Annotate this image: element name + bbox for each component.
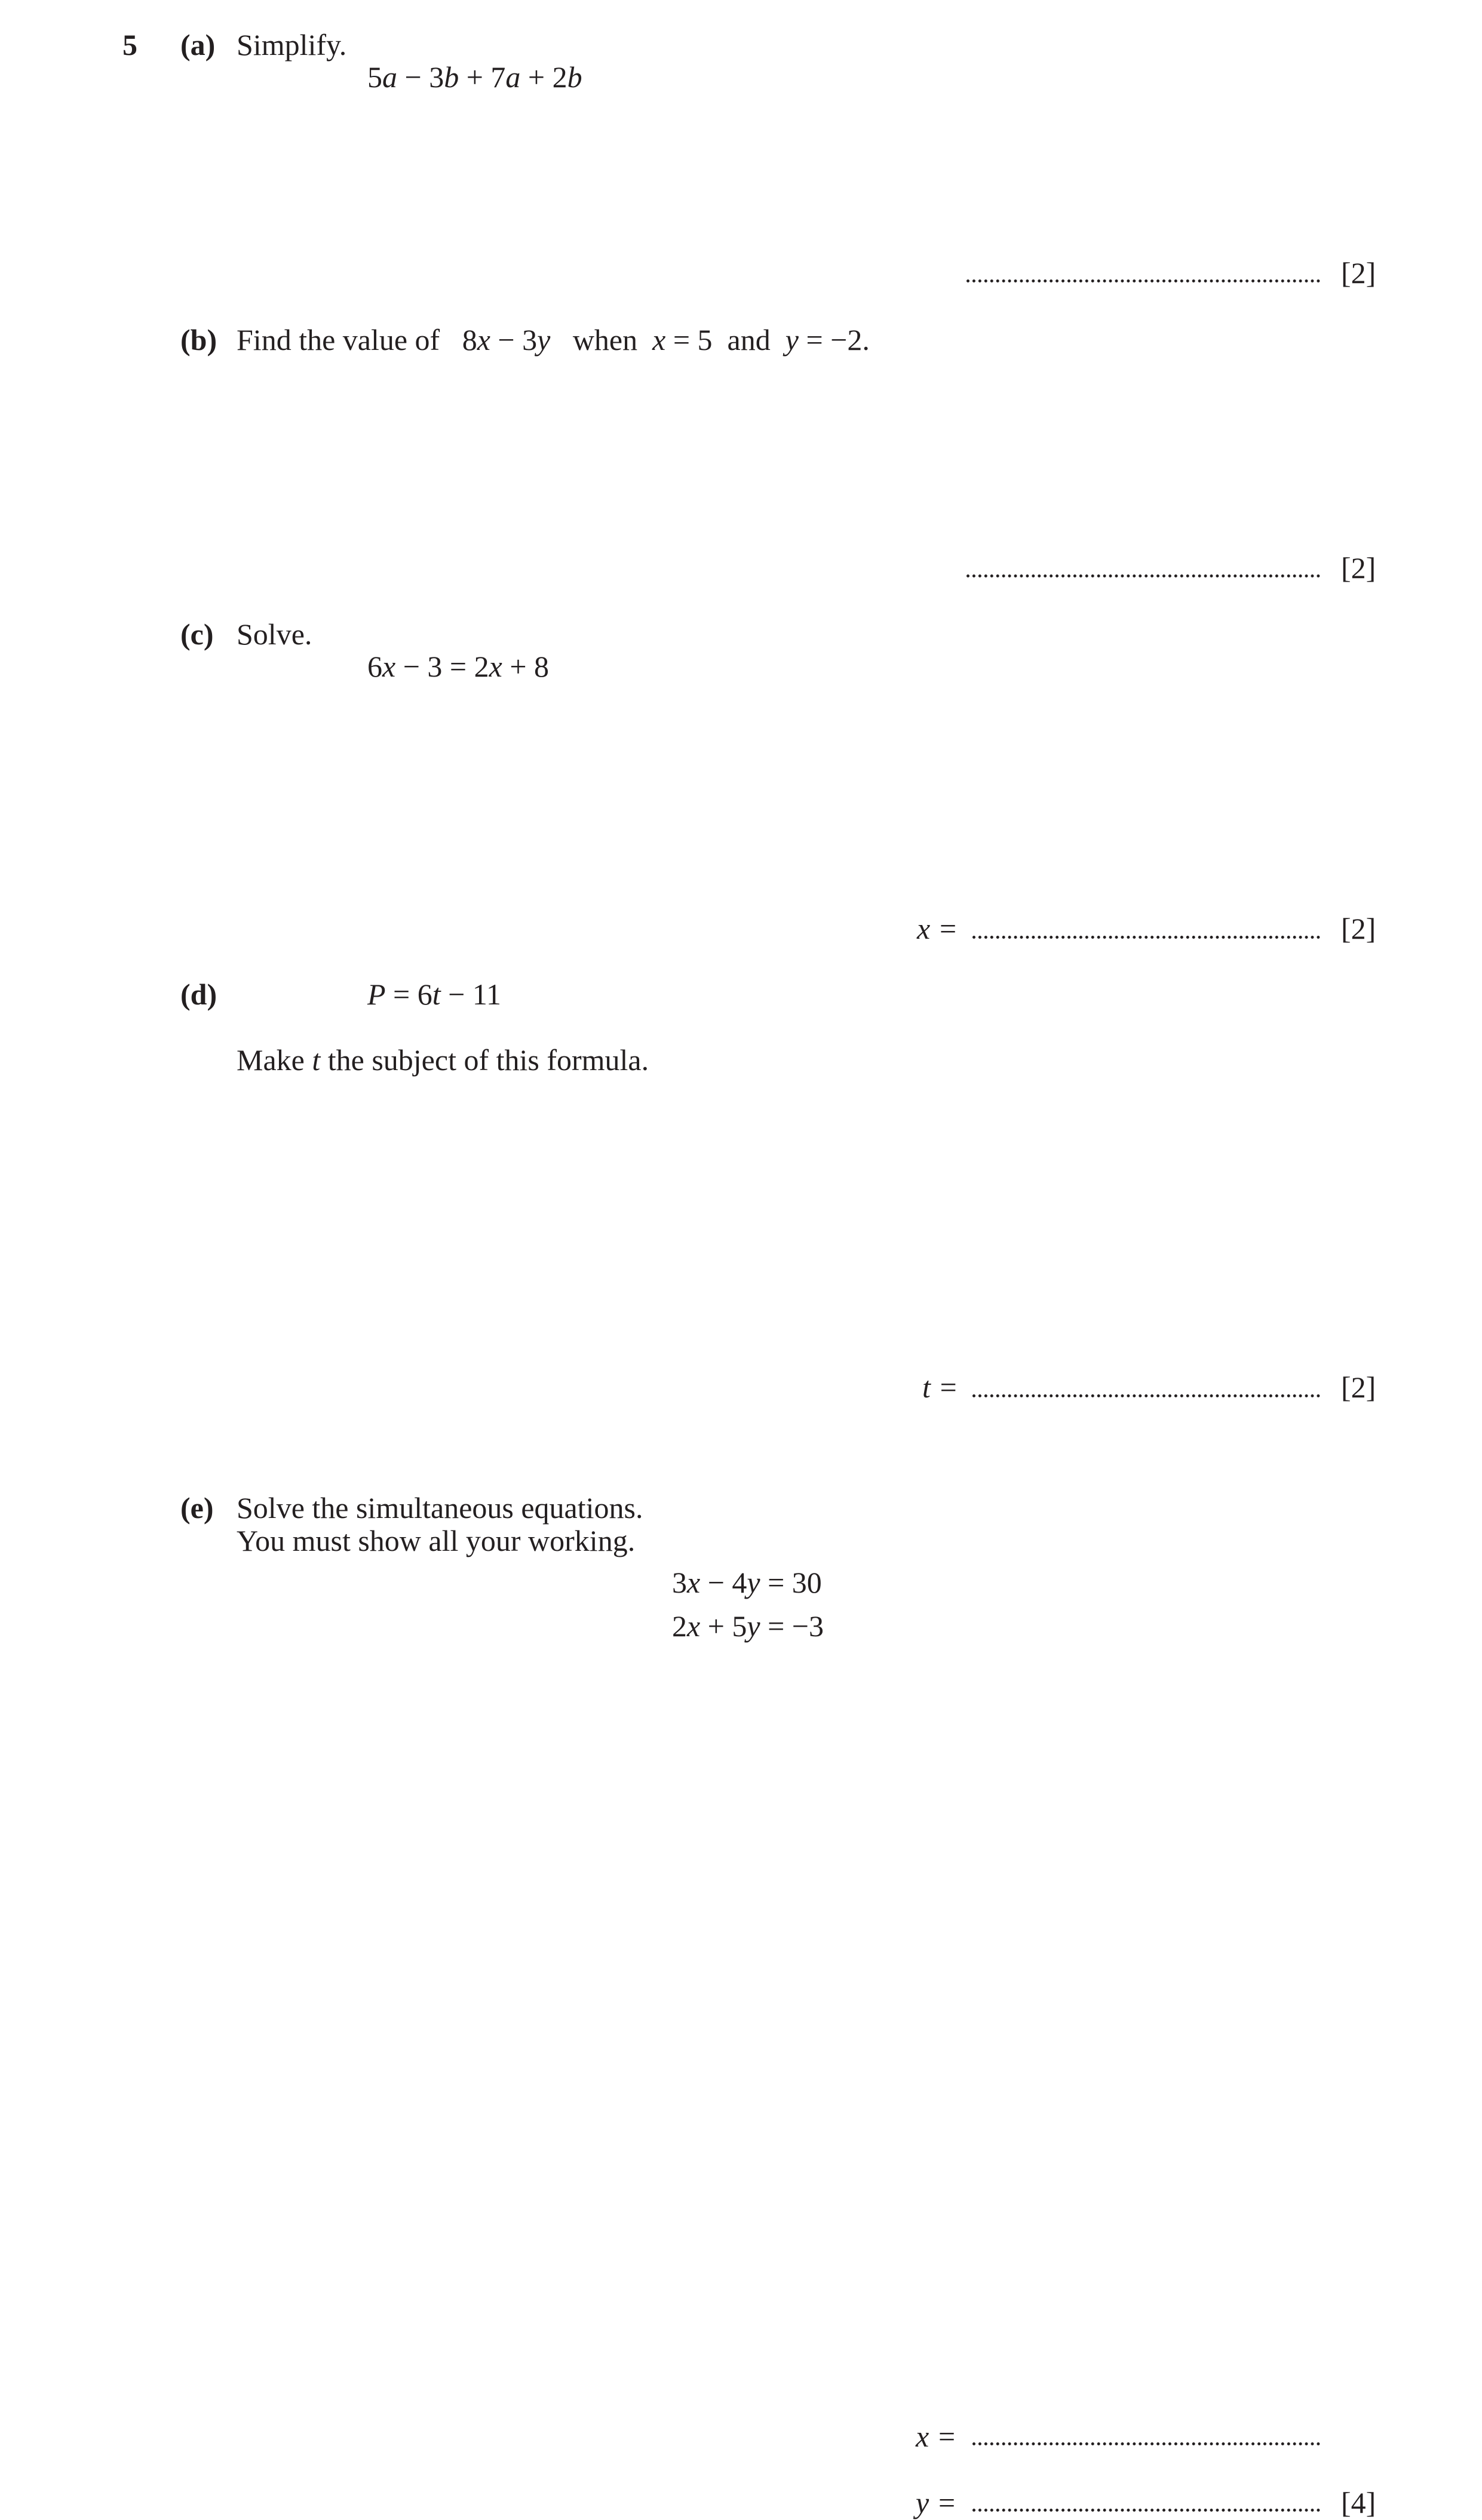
part-d-marks: [2] — [1341, 1370, 1376, 1404]
part-c-answer-var: x = — [917, 912, 958, 945]
part-c-marks: [2] — [1341, 912, 1376, 945]
part-d-instruction-make: Make — [237, 1043, 305, 1077]
part-d-instruction-var: t — [312, 1043, 321, 1077]
part-e-equation-2: 2x + 5y = −3 — [672, 1609, 824, 1643]
part-e-marks: [4] — [1341, 2486, 1376, 2519]
part-c-label: (c) — [180, 617, 214, 651]
part-b-instruction-prefix: Find the value of — [237, 323, 440, 357]
part-b-instruction — [237, 325, 870, 355]
part-e-answer-var-y: y = — [916, 2486, 957, 2519]
part-e-equation-1: 3x − 4y = 30 — [672, 1566, 822, 1599]
part-d-answer-line[interactable] — [972, 1394, 1320, 1397]
part-d-answer-var: t = — [922, 1370, 959, 1404]
part-d-instruction-rest: the subject of this formula. — [327, 1043, 649, 1077]
part-c-answer-line[interactable] — [972, 936, 1320, 939]
part-a-answer-line[interactable] — [966, 279, 1320, 282]
part-e-answer-line-x[interactable] — [972, 2442, 1320, 2445]
part-b-marks: [2] — [1341, 551, 1376, 585]
part-b-answer-line[interactable] — [966, 574, 1320, 577]
part-d-instruction — [237, 1045, 649, 1075]
part-a-marks: [2] — [1341, 256, 1376, 290]
part-d-formula: P = 6t − 11 — [367, 978, 501, 1011]
question-number: 5 — [122, 28, 137, 62]
part-b-label: (b) — [180, 323, 217, 357]
part-a-label: (a) — [180, 28, 216, 62]
part-a-instruction: Simplify. — [237, 28, 347, 62]
part-b-expression: 8x − 3y when x = 5 and y = −2. — [440, 323, 870, 357]
part-e-answer-line-y[interactable] — [972, 2509, 1320, 2512]
part-c-instruction: Solve. — [237, 617, 312, 651]
part-e-instruction-line1: Solve the simultaneous equations. — [237, 1491, 643, 1525]
part-e-instruction-line2: You must show all your working. — [237, 1524, 636, 1557]
part-c-equation: 6x − 3 = 2x + 8 — [367, 650, 550, 683]
part-a-expression: 5a − 3b + 7a + 2b — [367, 60, 582, 94]
part-e-answer-var-x: x = — [916, 2420, 957, 2453]
part-d-label: (d) — [180, 978, 217, 1011]
part-e-label: (e) — [180, 1491, 214, 1525]
